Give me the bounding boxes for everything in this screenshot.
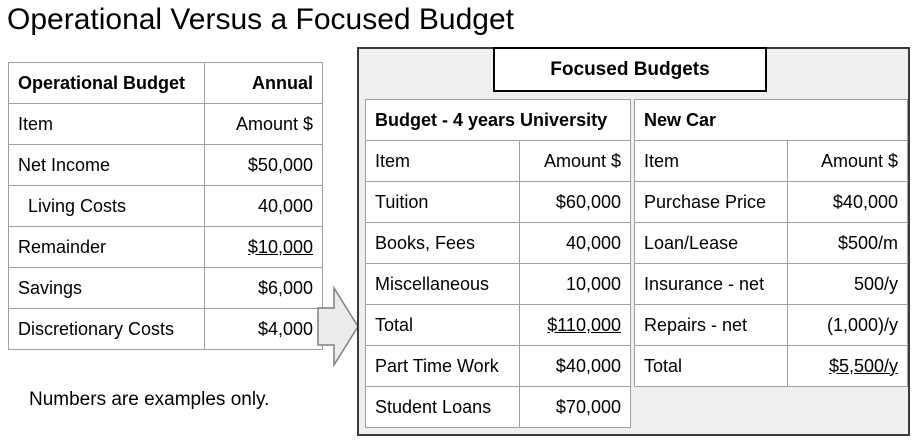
table-row bbox=[635, 264, 908, 305]
item-cell: Remainder bbox=[9, 227, 205, 268]
annual-header-cell: Annual bbox=[205, 63, 323, 104]
item-cell: Purchase Price bbox=[635, 182, 788, 223]
item-cell: Net Income bbox=[9, 145, 205, 186]
table-row bbox=[9, 104, 323, 145]
item-cell: Loan/Lease bbox=[635, 223, 788, 264]
amount-cell: $40,000 bbox=[520, 346, 631, 387]
table-row bbox=[366, 346, 631, 387]
new-car-table bbox=[634, 99, 908, 387]
item-cell: Tuition bbox=[366, 182, 520, 223]
table-row bbox=[635, 305, 908, 346]
amount-cell: 40,000 bbox=[520, 223, 631, 264]
table-row bbox=[9, 227, 323, 268]
item-cell: Student Loans bbox=[366, 387, 520, 428]
amount-cell: $5,500/y bbox=[788, 346, 908, 387]
amount-cell: 40,000 bbox=[205, 186, 323, 227]
footnote: Numbers are examples only. bbox=[29, 389, 270, 410]
table-row bbox=[635, 141, 908, 182]
item-cell: Books, Fees bbox=[366, 223, 520, 264]
university-budget-header-cell: Budget - 4 years University bbox=[366, 100, 631, 141]
item-cell: Item bbox=[635, 141, 788, 182]
table-row bbox=[366, 182, 631, 223]
right-block-arrow-icon bbox=[317, 285, 360, 368]
amount-cell: $500/m bbox=[788, 223, 908, 264]
amount-cell: $60,000 bbox=[520, 182, 631, 223]
table-row bbox=[366, 264, 631, 305]
focused-budgets-panel bbox=[357, 47, 910, 436]
item-cell: Total bbox=[635, 346, 788, 387]
university-budget-table bbox=[365, 99, 631, 428]
table-row bbox=[366, 305, 631, 346]
item-cell: Miscellaneous bbox=[366, 264, 520, 305]
amount-cell: $70,000 bbox=[520, 387, 631, 428]
table-header-row bbox=[9, 63, 323, 104]
amount-cell: 500/y bbox=[788, 264, 908, 305]
amount-cell: Amount $ bbox=[788, 141, 908, 182]
table-row bbox=[9, 309, 323, 350]
focused-budgets-title: Focused Budgets bbox=[493, 47, 767, 92]
item-cell: Savings bbox=[9, 268, 205, 309]
table-row bbox=[9, 268, 323, 309]
item-cell: Living Costs bbox=[9, 186, 205, 227]
amount-cell: Amount $ bbox=[205, 104, 323, 145]
item-cell: Part Time Work bbox=[366, 346, 520, 387]
item-cell: Item bbox=[366, 141, 520, 182]
amount-cell: $110,000 bbox=[520, 305, 631, 346]
new-car-header-cell: New Car bbox=[635, 100, 908, 141]
amount-cell: 10,000 bbox=[520, 264, 631, 305]
table-row bbox=[9, 186, 323, 227]
operational-budget-header-cell: Operational Budget bbox=[9, 63, 205, 104]
item-cell: Insurance - net bbox=[635, 264, 788, 305]
table-row bbox=[635, 182, 908, 223]
table-row bbox=[9, 145, 323, 186]
page-title: Operational Versus a Focused Budget bbox=[7, 3, 514, 36]
amount-cell: $40,000 bbox=[788, 182, 908, 223]
operational-budget-table bbox=[8, 62, 323, 350]
item-cell: Discretionary Costs bbox=[9, 309, 205, 350]
amount-cell: $6,000 bbox=[205, 268, 323, 309]
table-header-row bbox=[635, 100, 908, 141]
item-cell: Total bbox=[366, 305, 520, 346]
amount-cell: $4,000 bbox=[205, 309, 323, 350]
table-header-row bbox=[366, 100, 631, 141]
item-cell: Repairs - net bbox=[635, 305, 788, 346]
amount-cell: $10,000 bbox=[205, 227, 323, 268]
table-row bbox=[635, 223, 908, 264]
item-cell: Item bbox=[9, 104, 205, 145]
table-row bbox=[635, 346, 908, 387]
table-row bbox=[366, 387, 631, 428]
table-row bbox=[366, 223, 631, 264]
table-row bbox=[366, 141, 631, 182]
amount-cell: Amount $ bbox=[520, 141, 631, 182]
amount-cell: $50,000 bbox=[205, 145, 323, 186]
amount-cell: (1,000)/y bbox=[788, 305, 908, 346]
